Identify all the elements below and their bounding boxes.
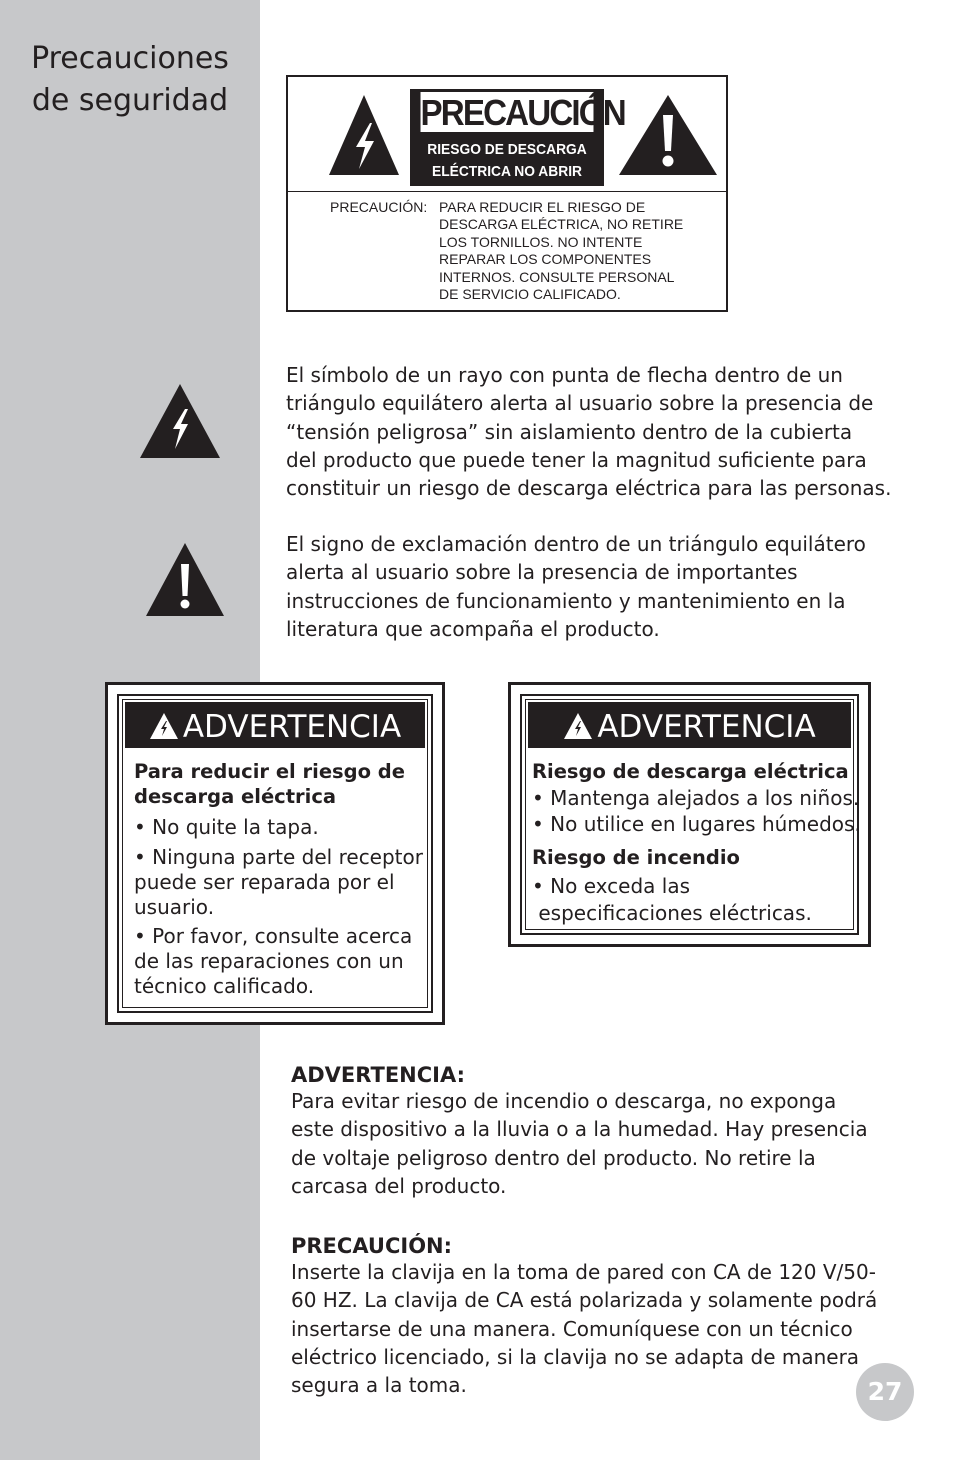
warning-bullet-list: • No exceda las especificaciones eléctricas. (532, 874, 812, 925)
precaucion-text: Inserte la clavija en la toma de pared con CA de 120 V/50- 60 HZ. La clavija de CA está polarizada y solamente podrá insertarse de una manera. Comuníquese con un técnico eléctrico licenciado, si la clavija no se adapta de manera segura a la toma. (291, 1260, 878, 1398)
warning-title: ADVERTENCIA (182, 709, 402, 745)
warning-bullet-list: • Mantenga alejados a los niños. • No utilice en lugares húmedos. (532, 786, 861, 836)
lightning-warning-icon (328, 93, 400, 177)
page-number: 27 (856, 1363, 914, 1421)
lightning-warning-icon (139, 383, 221, 459)
advertencia-text: Para evitar riesgo de incendio o descarga, no exponga este dispositivo a la lluvia o a la humedad. Hay presencia de voltaje peligroso dentro del producto. No retire la carcasa del producto. (291, 1089, 868, 1198)
warning-title-bar (125, 702, 425, 748)
exclamation-symbol-description: El signo de exclamación dentro de un triángulo equilátero alerta al usuario sobre la presencia de importantes instrucciones de funcionamiento y mantenimiento en la literatura que acompaña el producto. (286, 532, 866, 641)
advertencia-heading: ADVERTENCIA: (291, 1063, 466, 1087)
caution-subtitle: RIESGO DE DESCARGA ELÉCTRICA NO ABRIR (427, 141, 587, 180)
warning-panel-shock (105, 682, 445, 1025)
lightning-symbol-description: El símbolo de un rayo con punta de flecha dentro de un triángulo equilátero alerta al usuario sobre la presencia de “tensión peligrosa” sin aislamiento dentro de la cubierta del producto que puede tener la magnitud suficiente para constituir un riesgo de descarga eléctrica para las personas. (286, 363, 892, 501)
exclamation-warning-icon (145, 542, 225, 617)
caution-banner (410, 89, 625, 186)
caution-label: PRECAUCIÓN RIESGO DE DESCARGA ELÉCTRICA NO ABRIR PRECAUCIÓN: PARA REDUCIR EL RIESGO DE DESCARGA ELÉCTRICA, NO RETIRE LOS TORNILLOS. NO INTENTE REPARAR LOS COMPONENTES INTERNOS. CONSULTE PERSONAL DE SERVICIO CALIFICADO. (286, 75, 728, 312)
warning-heading: Riesgo de incendio (532, 846, 740, 869)
warning-bullet: • Ninguna parte del receptor puede ser reparada por el usuario. (134, 845, 423, 919)
section-title: Precauciones de seguridad (31, 41, 229, 118)
warning-title-bar (528, 702, 851, 748)
warning-bullet: • Por favor, consulte acerca de las reparaciones con un técnico calificado. (134, 924, 413, 998)
warning-heading: Para reducir el riesgo de descarga eléctrica (134, 760, 405, 808)
caution-text-label: PRECAUCIÓN: (330, 199, 428, 215)
caution-word: PRECAUCIÓN (420, 92, 625, 133)
lightning-warning-icon (149, 712, 179, 740)
warning-panel-fire (508, 682, 871, 947)
warning-title: ADVERTENCIA (597, 709, 816, 745)
warning-bullet: • No quite la tapa. (134, 815, 319, 839)
exclamation-warning-icon (618, 93, 718, 177)
lightning-warning-icon (563, 712, 593, 740)
precaucion-heading: PRECAUCIÓN: (291, 1234, 453, 1258)
warning-heading: Riesgo de descarga eléctrica (532, 760, 849, 783)
